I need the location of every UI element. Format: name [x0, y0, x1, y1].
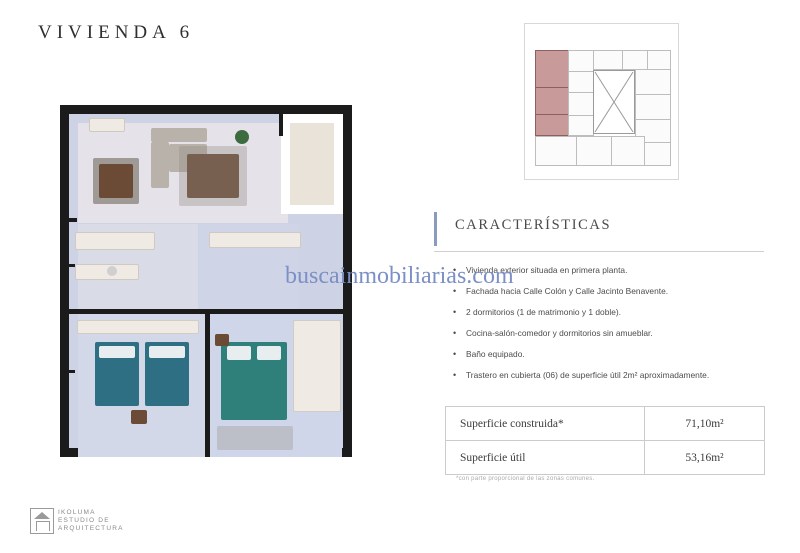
wardrobe-1 — [77, 320, 199, 334]
logo-text — [58, 509, 124, 533]
bed-pillow-2 — [149, 346, 185, 358]
keyplan-unit — [568, 92, 594, 116]
features-divider — [434, 251, 764, 252]
sofa-back — [151, 128, 207, 142]
keyplan-unit — [568, 50, 594, 72]
plant-decor — [235, 130, 249, 144]
bed-pillow-3 — [227, 346, 251, 360]
keyplan-highlight-unit-c — [535, 114, 569, 136]
terrace-area — [281, 114, 343, 214]
list-item: • Vivienda exterior situada en primera planta. — [452, 260, 764, 281]
nightstand-2 — [215, 334, 229, 346]
keyplan-unit — [647, 50, 671, 70]
list-item: • 2 dormitorios (1 de matrimonio y 1 doble). — [452, 302, 764, 323]
terrace-surface — [290, 123, 334, 205]
surface-value-usable: 53,16m² — [645, 441, 765, 475]
surface-note: *con parte proporcional de las zonas comunes. — [456, 476, 595, 482]
bed-pillow-1 — [99, 346, 135, 358]
list-item: • Baño equipado. — [452, 344, 764, 365]
keyplan-unit — [535, 136, 577, 166]
wall-stub-left-3 — [69, 370, 75, 373]
table-row — [446, 441, 765, 475]
house-icon — [30, 508, 54, 534]
dining-rug — [179, 146, 247, 206]
keyplan-unit — [635, 94, 671, 120]
keyplan-highlight-unit-a — [535, 50, 569, 88]
watermark-text: buscainmobiliarias.com — [285, 263, 514, 289]
features-accent-bar — [434, 212, 437, 246]
surface-label-usable: Superficie útil — [446, 441, 645, 475]
keyplan-unit — [576, 136, 612, 166]
key-plan-floor-diagram — [524, 23, 679, 180]
keyplan-unit — [635, 69, 671, 95]
kitchen-counter — [75, 232, 155, 250]
keyplan-highlight-unit-b — [535, 87, 569, 115]
bed-pillow-4 — [257, 346, 281, 360]
logo-line-3: ARQUITECTURA — [58, 525, 124, 532]
hall-closet — [209, 232, 301, 248]
keyplan-unit — [593, 50, 623, 70]
coffee-table — [99, 164, 133, 198]
keyplan-unit — [611, 136, 645, 166]
keyplan-unit — [568, 115, 594, 136]
logo-line-2: ESTUDIO DE — [58, 517, 110, 524]
studio-logo — [30, 508, 150, 542]
surface-value-built: 71,10m² — [645, 407, 765, 441]
bedroom-rug — [217, 426, 293, 450]
keyplan-unit — [644, 142, 671, 166]
table-row — [446, 407, 765, 441]
logo-line-1: IKOLUMA — [58, 509, 96, 516]
list-item: • Trastero en cubierta (06) de superficie útil 2m² aproximadamente. — [452, 365, 764, 386]
sink-icon — [107, 266, 117, 276]
sideboard — [89, 118, 125, 132]
wardrobe-2 — [293, 320, 341, 412]
keyplan-unit — [622, 50, 648, 70]
keyplan-courtyard — [593, 70, 635, 134]
courtyard-cross-icon — [594, 71, 634, 133]
partition-wall-vertical — [205, 314, 210, 457]
list-item: • Cocina-salón-comedor y dormitorios sin amueblar. — [452, 323, 764, 344]
wall-stub-left — [69, 218, 77, 222]
surface-table — [445, 406, 765, 475]
sofa-left-arm — [151, 142, 169, 188]
wall-stub-top — [279, 114, 283, 136]
page-title: VIVIENDA 6 — [38, 22, 195, 43]
keyplan-unit — [568, 71, 594, 93]
nightstand-1 — [131, 410, 147, 424]
surface-label-built: Superficie construida* — [446, 407, 645, 441]
list-item: • Fachada hacia Calle Colón y Calle Jacinto Benavente. — [452, 281, 764, 302]
features-heading: CARACTERÍSTICAS — [455, 217, 612, 233]
